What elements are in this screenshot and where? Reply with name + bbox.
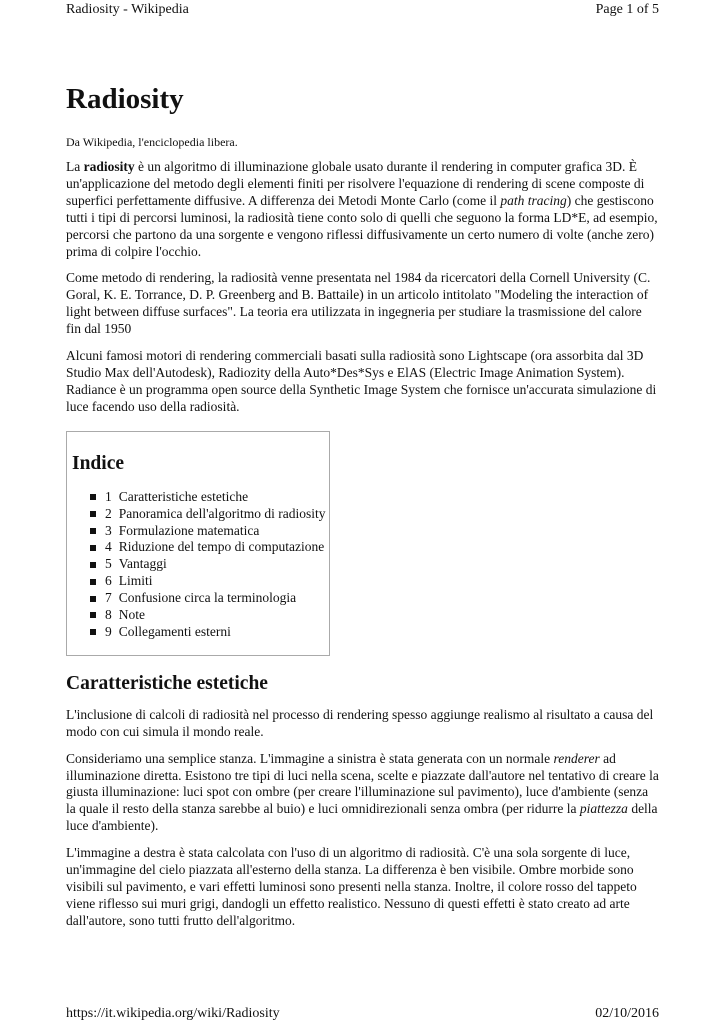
bullet-icon — [90, 629, 96, 635]
bullet-icon — [90, 579, 96, 585]
table-of-contents — [66, 431, 330, 656]
toc-item[interactable]: 6 Limiti — [90, 573, 329, 590]
section-paragraph-2: Consideriamo una semplice stanza. L'immagine a sinistra è stata generata con un normale renderer ad illuminazione diretta. Esistono tre tipi di luci nella scena, scelte e piazzate dall'autore nel tentativo di creare la giusta illuminazione: luci spot con ombre (per creare l'illuminazione sul pavimento), luce d'ambiente (senza la quale il resto della stanza sarebbe al buio) e luci omnidirezionali senza ombra (per ridurre la piattezza della luce d'ambiente). — [66, 750, 659, 834]
toc-item-label[interactable]: Limiti — [118, 573, 153, 589]
toc-item[interactable]: 7 Confusione circa la terminologia — [90, 590, 329, 607]
print-footer-date: 02/10/2016 — [595, 1006, 659, 1021]
toc-item[interactable]: 5 Vantaggi — [90, 556, 329, 573]
bullet-icon — [90, 545, 96, 551]
toc-list — [72, 489, 329, 641]
intro-paragraph-2: Come metodo di rendering, la radiosità venne presentata nel 1984 da ricercatori della Cornell University (C. Goral, K. E. Torrance, D. P. Greenberg and B. Battaile) in un articolo intitolato "Modeling the interaction of light between diffuse surfaces". La teoria era utilizzata in ingegneria per studiare la trasmissione del calore fin dal 1950 — [66, 270, 651, 337]
toc-item-label[interactable]: Caratteristiche estetiche — [118, 488, 249, 504]
bullet-icon — [90, 596, 96, 602]
print-header-title: Radiosity - Wikipedia — [66, 2, 189, 17]
bullet-icon — [90, 528, 96, 534]
toc-item-label[interactable]: Collegamenti esterni — [118, 623, 231, 639]
toc-item-label[interactable]: Note — [118, 607, 145, 623]
section-paragraph-3: L'immagine a destra è stata calcolata con l'uso di un algoritmo di radiosità. C'è una sola sorgente di luce, un'immagine del cielo piazzata all'esterno della stanza. La differenza è ben visibile. Ombre morbide sono visibili sul pavimento, e vari effetti luminosi sono presenti nella stanza. Inoltre, il colore rosso del tappeto viene riflesso sui muri grigi, dandogli un effetto realistico. Nessuno di questi effetti è stato creato ad arte dall'autore, sono tutti frutto dell'algoritmo. — [66, 845, 637, 928]
section-paragraph-1: L'inclusione di calcoli di radiosità nel processo di rendering spesso aggiunge realismo al risultato a causa del modo con cui simula il mondo reale. — [66, 706, 654, 739]
toc-item[interactable]: 9 Collegamenti esterni — [90, 624, 329, 641]
term-renderer: renderer — [553, 750, 600, 766]
toc-item[interactable]: 2 Panoramica dell'algoritmo di radiosity — [90, 506, 329, 523]
intro-paragraph-1: La radiosity è un algoritmo di illuminazione globale usato durante il rendering in computer grafica 3D. È un'applicazione del metodo degli elementi finiti per risolvere l'equazione di rendering di scene composte di superfici perfettamente diffusive. A differenza dei Metodi Monte Carlo (come il path tracing) che gestiscono tutti i tipi di percorsi luminosi, la radiosità tiene conto solo di quelli che seguono la forma LD*E, ad esempio, percorsi che partono da una sorgente e vengono riflessi diffusivamente un certo numero di volte (anche zero) prima di colpire l'occhio. — [66, 159, 658, 259]
toc-item[interactable]: 3 Formulazione matematica — [90, 523, 329, 540]
term-path-tracing: path tracing — [500, 192, 567, 208]
print-footer-url: https://it.wikipedia.org/wiki/Radiosity — [66, 1006, 280, 1021]
intro-paragraph-3: Alcuni famosi motori di rendering commerciali basati sulla radiosità sono Lightscape (ora assorbita dal 3D Studio Max dell'Autodesk), Radiozity della Auto*Des*Sys e ElAS (Electric Image Animation System). Radiance è un programma open source della Synthetic Image System che fornisce un'accurata simulazione di luce facendo uso della radiosità. — [66, 348, 657, 414]
bullet-icon — [90, 511, 96, 517]
bullet-icon — [90, 612, 96, 618]
term-piattezza: piattezza — [579, 801, 628, 817]
site-subtitle: Da Wikipedia, l'enciclopedia libera. — [66, 135, 238, 149]
term-radiosity: radiosity — [83, 159, 135, 174]
toc-item-label[interactable]: Riduzione del tempo di computazione — [118, 539, 325, 555]
toc-item[interactable]: 8 Note — [90, 607, 329, 624]
toc-item[interactable]: 1 Caratteristiche estetiche — [90, 489, 329, 506]
toc-item-label[interactable]: Formulazione matematica — [118, 522, 260, 538]
print-header-page-number: Page 1 of 5 — [595, 2, 659, 17]
article-content — [66, 82, 660, 930]
toc-item-label[interactable]: Confusione circa la terminologia — [118, 590, 297, 606]
page-title: Radiosity — [66, 83, 184, 115]
toc-item-label[interactable]: Vantaggi — [118, 556, 167, 572]
bullet-icon — [90, 494, 96, 500]
toc-item[interactable]: 4 Riduzione del tempo di computazione — [90, 539, 329, 556]
toc-title: Indice — [72, 452, 125, 474]
bullet-icon — [90, 562, 96, 568]
toc-item-label[interactable]: Panoramica dell'algoritmo di radiosity — [118, 505, 326, 521]
section-heading-caratteristiche-estetiche: Caratteristiche estetiche — [66, 672, 268, 694]
